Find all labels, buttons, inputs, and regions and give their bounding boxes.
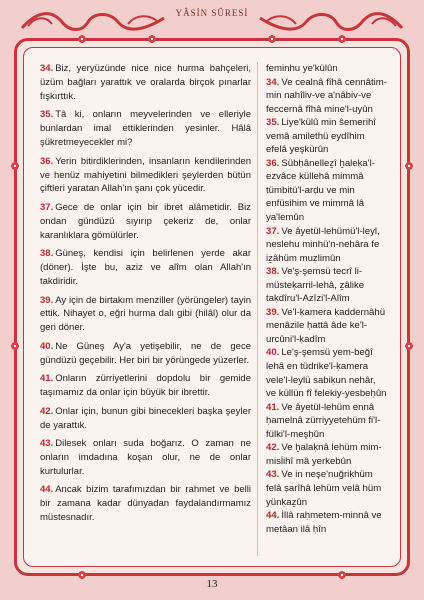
verse-number: 35. (40, 109, 54, 121)
verse-text: Ve cealnâ fîhâ cennâtim-min nahîliv-ve a'nâbiv-ve feccernâ fîhâ mine'l-uyûn (266, 76, 387, 115)
verse-number: 37. (40, 201, 54, 213)
flower-ornament-icon (147, 34, 157, 44)
flower-ornament-icon (404, 341, 414, 351)
verse-number: 40. (40, 340, 54, 352)
transliteration-lead: feminhu ye'külûn (266, 63, 338, 74)
transliteration-verse-42 (266, 441, 388, 468)
flower-ornament-icon (337, 34, 347, 44)
verse-number: 42. (40, 405, 54, 417)
verse-number: 37. (266, 225, 280, 237)
verse-text: Tâ ki, onların meyvelerinden ve elleriyle bunlardan imal ettiklerinden yesinler. Hâlâ şükretmeyecekler mi? (40, 109, 251, 149)
text-panel (23, 47, 401, 567)
flower-ornament-icon (404, 161, 414, 171)
translation-verse-36 (40, 155, 251, 197)
verse-text: Ve âyetül-lehümü'l-leyl, neslehu minhü'n-nehâra fe iẕâhüm muẓlimûn (266, 225, 380, 264)
page-header-title: YÂSİN SÛRESİ (175, 8, 249, 18)
transliteration-verse-36 (266, 157, 388, 225)
page-number-area (0, 578, 424, 590)
verse-number: 39. (266, 306, 280, 318)
verse-text: Ve'l-ḳamera ḳaddernâhü menâzile ḥattâ âde ke'l-urcûni'l-ḳadîm (266, 306, 386, 345)
verse-number: 43. (266, 469, 280, 481)
verse-text: Dilesek onları suda boğarız. O zaman ne onların imdadına koşan olur, ne de onlar kurtulurlar. (40, 438, 251, 477)
translation-verse-43 (40, 437, 251, 479)
two-column-text (40, 62, 388, 556)
verse-number: 36. (40, 155, 54, 167)
page-frame (14, 38, 410, 576)
verse-text: Biz, yeryüzünde nice nice hurma bahçeleri, üzüm bağları yarattık ve oralarda birçok pınarlar fışkırttık. (40, 63, 251, 102)
translation-verse-37 (40, 201, 251, 243)
flower-ornament-icon (267, 34, 277, 44)
verse-text: Gece de onlar için bir ibret alâmetidir. Biz ondan gündüzü sıyırıp çekeriz de, onlar karanlıklara gömülürler. (40, 201, 251, 241)
transliteration-verse-34 (266, 76, 388, 117)
verse-number: 35. (266, 117, 280, 129)
translation-column (40, 62, 258, 556)
verse-text: Onların zürriyetlerini dopdolu bir gemide taşımamız da onlar için büyük bir ibrettir. (40, 373, 251, 399)
verse-text: Ne Güneş Ay'a yetişebilir, ne de gece gündüzü geçebilir. Her biri bir yörüngede yüzerler. (40, 340, 251, 366)
verse-number: 41. (266, 401, 280, 413)
verse-text: İllâ raḥmetem-minnâ ve metâan ilâ ḥîn (266, 510, 382, 535)
verse-number: 44. (266, 510, 280, 522)
transliteration-column (262, 62, 388, 556)
verse-text: Ve in neşe'nuğriḳhüm felâ ṣarîhâ lehüm velâ hüm yünḳaẕûn (266, 469, 382, 508)
transliteration-verse-35 (266, 116, 388, 157)
transliteration-verse-37 (266, 225, 388, 266)
verse-text: Ve ḫalaḳnâ lehüm mim-misl̇ihî mâ yerkebûn (266, 442, 382, 467)
transliteration-verse-44 (266, 509, 388, 536)
verse-text: Yerin bitirdiklerinden, insanların kendilerinden ve henüz mahiyetini bilmedikleri şeylerden bütün çiftleri yaratan Allah'ın şanı çok yücedir. (40, 155, 251, 195)
translation-verse-44 (40, 483, 251, 525)
verse-text: Liye'külû min ŝemerihî vemâ amilethü eydîhim efelâ yeşkürûn (266, 117, 376, 156)
translation-verse-34 (40, 62, 251, 104)
verse-number: 44. (40, 484, 54, 496)
transliteration-verse-40 (266, 346, 388, 400)
transliteration-verse-43 (266, 468, 388, 509)
verse-text: Ancak bizim tarafımızdan bir rahmet ve belli bir zamana kadar dünyadan faydalandırmamız müstesnadır. (40, 484, 251, 524)
verse-number: 39. (40, 294, 54, 306)
verse-number: 34. (40, 63, 54, 74)
translation-verse-38 (40, 247, 251, 289)
verse-text: Onlar için, bunun gibi binecekleri başka şeyler de yarattık. (40, 405, 251, 431)
verse-number: 42. (266, 442, 280, 454)
flower-ornament-icon (10, 341, 20, 351)
verse-text: Ve'ş-şemsü tecrî li-müsteḳarril-lehâ, ẕâlike taḳdîru'l-Azîzi'l-Alîm (266, 266, 365, 305)
verse-number: 41. (40, 373, 54, 385)
transliteration-verse-39 (266, 306, 388, 347)
verse-number: 36. (266, 157, 280, 169)
verse-text: Sübḥânelleẕî ḫaleḳa'l-ezvâce küllehâ mimmâ tümbitü'l-arḍu ve min enfüsihim ve mimmâ lâ ya'lemûn (266, 157, 375, 224)
translation-verse-40 (40, 340, 251, 368)
transliteration-verse-41 (266, 401, 388, 442)
verse-number: 38. (40, 248, 54, 260)
verse-text: Le'ş-şemsü yem-beğî lehâ en tüdrike'l-ḳamera vele'l-leylü sabiḳun nehâr, ve küllün fî felekiy-yesbeḥûn (266, 347, 387, 400)
flower-ornament-icon (10, 161, 20, 171)
verse-text: Güneş, kendisi için belirlenen yerde akar (döner). İşte bu, aziz ve alîm olan Allah'ın takdiridir. (40, 248, 251, 288)
translation-verse-42 (40, 405, 251, 433)
page-number: 13 (201, 578, 224, 590)
verse-text: Ve âyetül-lehüm ennâ ḥamelnâ zürriyyetehüm fi'l-fülki'l-meşḥûn (266, 401, 381, 440)
translation-verse-41 (40, 372, 251, 400)
verse-text: Ay için de birtakım menziller (yörüngeler) tayin ettik. Nihayet o, eğri hurma dalı gibi (hilâl) olur da geri döner. (40, 294, 251, 334)
verse-number: 40. (266, 347, 280, 359)
verse-number: 38. (266, 266, 280, 278)
verse-number: 43. (40, 438, 54, 450)
translation-verse-39 (40, 294, 251, 336)
verse-number: 34. (266, 76, 280, 88)
transliteration-verse-38 (266, 265, 388, 306)
translation-verse-35 (40, 108, 251, 150)
flower-ornament-icon (77, 34, 87, 44)
